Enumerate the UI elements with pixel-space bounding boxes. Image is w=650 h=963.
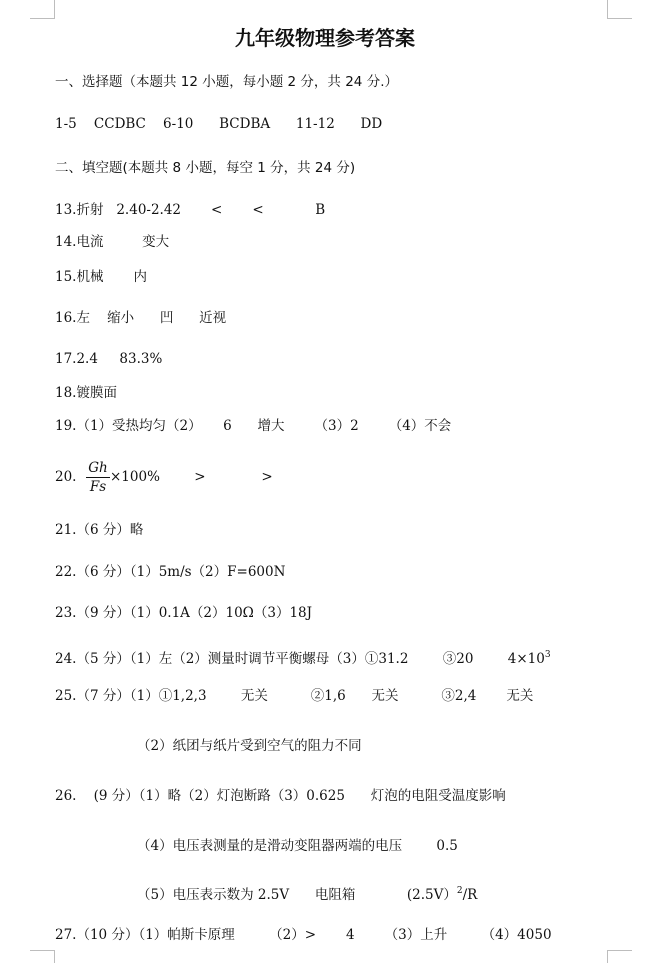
answer-23: 23.（9 分）（1）0.1A（2）10Ω（3）18J xyxy=(55,605,313,621)
page-corner-mark-bottom-left xyxy=(30,950,55,963)
page-title: 九年级物理参考答案 xyxy=(235,26,415,50)
answer-16: 16.左 缩小 凹 近视 xyxy=(55,310,227,326)
answer-19: 19.（1）受热均匀（2） 6 增大 （3）2 （4）不会 xyxy=(55,418,452,434)
fraction-denominator: Fs xyxy=(89,479,107,495)
answer-26-part-4: （4）电压表测量的是滑动变阻器两端的电压 0.5 xyxy=(137,838,458,854)
fraction-numerator: Gh xyxy=(86,459,110,478)
answer-20-tail: ×100% > > xyxy=(110,469,273,485)
answer-14: 14.电流 变大 xyxy=(55,234,170,250)
answer-25: 25.（7 分）（1）①1,2,3 无关 ②1,6 无关 ③2,4 无关 xyxy=(55,688,534,704)
answer-1-12: 1-5 CCDBC 6-10 BCDBA 11-12 DD xyxy=(55,116,383,132)
page-corner-mark-top-right xyxy=(607,0,632,19)
answer-26-part-5 xyxy=(137,882,477,904)
answer-13: 13.折射 2.40-2.42 < < B xyxy=(55,202,326,218)
answer-26-exponent: 2 xyxy=(456,886,463,896)
answer-18: 18.镀膜面 xyxy=(55,385,117,401)
answer-24 xyxy=(55,646,551,668)
answer-26-part-5-main: （5）电压表示数为 2.5V 电阻箱 (2.5V） xyxy=(137,887,457,903)
answer-26-part-5-tail: /R xyxy=(462,887,478,903)
answer-20-prefix: 20. xyxy=(55,469,77,485)
answer-26: 26. (9 分）（1）略（2）灯泡断路（3）0.625 灯泡的电阻受温度影响 xyxy=(55,788,506,804)
page-corner-mark-top-left xyxy=(30,0,55,19)
page-corner-mark-bottom-right xyxy=(607,950,632,963)
answer-25-part-2: （2）纸团与纸片受到空气的阻力不同 xyxy=(137,738,362,754)
answer-27: 27.（10 分）（1）帕斯卡原理 （2）> 4 （3）上升 （4）4050 xyxy=(55,927,552,943)
answer-21: 21.（6 分）略 xyxy=(55,522,144,538)
answer-15: 15.机械 内 xyxy=(55,269,148,285)
efficiency-fraction xyxy=(86,459,110,496)
section-1-heading: 一、选择题（本题共 12 小题，每小题 2 分，共 24 分.） xyxy=(55,74,398,90)
answer-17: 17.2.4 83.3% xyxy=(55,351,163,367)
answer-24-main: 24.（5 分）（1）左（2）测量时调节平衡螺母（3）①31.2 ③20 4×10 xyxy=(55,651,545,667)
answer-22: 22.（6 分）（1）5m/s（2）F=600N xyxy=(55,564,286,580)
answer-24-exponent: 3 xyxy=(544,650,551,660)
section-2-heading: 二、填空题(本题共 8 小题，每空 1 分，共 24 分) xyxy=(55,160,356,176)
